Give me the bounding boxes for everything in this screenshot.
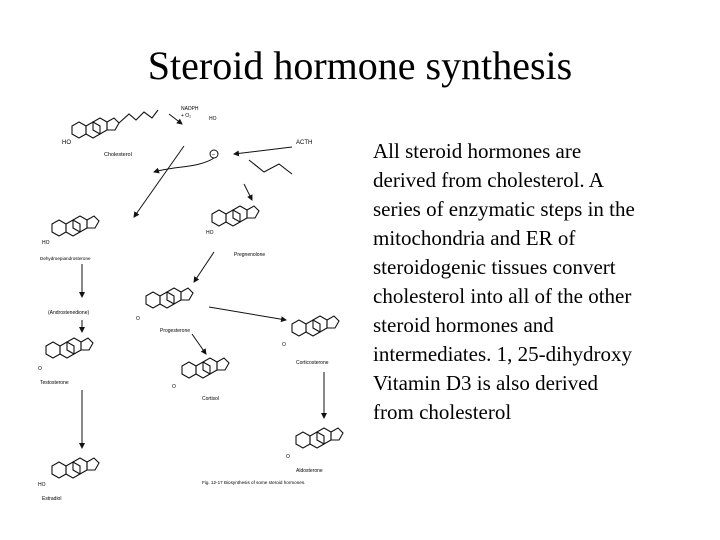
testosterone-label: Testosterone xyxy=(40,380,69,386)
cholesterol-label: Cholesterol xyxy=(104,152,132,158)
dhea-label: Dehydroepiandrosterone xyxy=(40,256,91,261)
corticosterone-label: Corticosterone xyxy=(296,360,329,366)
svg-text:O: O xyxy=(286,454,290,460)
body-line: intermediates. 1, 25-dihydroxy xyxy=(373,342,632,366)
svg-text:−: − xyxy=(211,152,216,159)
aldosterone-structure xyxy=(286,428,343,474)
corticosterone-structure xyxy=(282,316,339,366)
svg-text:O: O xyxy=(282,342,286,348)
acth-label: ACTH xyxy=(296,140,313,146)
dhea-structure xyxy=(40,216,99,261)
steroid-synthesis-diagram xyxy=(34,92,368,510)
estradiol-label: Estradiol xyxy=(42,496,62,502)
body-line: mitochondria and ER of xyxy=(373,226,576,250)
body-line: derived from cholesterol. A xyxy=(373,168,604,192)
svg-text:O: O xyxy=(38,366,42,372)
svg-text:HO: HO xyxy=(38,482,46,488)
pregnenolone-structure xyxy=(206,206,265,258)
o2-label: + O₂ xyxy=(181,113,192,119)
svg-text:O: O xyxy=(136,316,140,322)
progesterone-label: Progesterone xyxy=(160,328,191,334)
aldosterone-label: Aldosterone xyxy=(296,468,323,474)
body-line: from cholesterol xyxy=(373,400,512,424)
cortisol-label: Cortisol xyxy=(202,396,219,402)
body-line: series of enzymatic steps in the xyxy=(373,197,635,221)
pregnenolone-label: Pregnenolone xyxy=(234,252,266,258)
testosterone-structure xyxy=(38,338,93,386)
body-line: steroidogenic tissues convert xyxy=(373,255,616,279)
body-line: steroid hormones and xyxy=(373,313,554,337)
body-line: Vitamin D3 is also derived xyxy=(373,371,599,395)
cholesterol-structure xyxy=(62,110,158,158)
cortisol-structure xyxy=(172,358,229,402)
body-line: All steroid hormones are xyxy=(373,139,582,163)
slide-body-text xyxy=(373,137,703,427)
svg-text:HO: HO xyxy=(209,116,217,122)
androstenedione-label: (Androstenedione) xyxy=(48,310,90,316)
svg-text:HO: HO xyxy=(42,240,50,246)
body-line: cholesterol into all of the other xyxy=(373,284,632,308)
figure-caption: Fig. 12-17 Biosynthesis of some steroid hormones. xyxy=(202,480,306,485)
svg-text:HO: HO xyxy=(62,140,71,146)
estradiol-structure xyxy=(38,458,99,502)
svg-text:O: O xyxy=(172,384,176,390)
progesterone-structure xyxy=(136,288,193,334)
svg-text:HO: HO xyxy=(206,230,214,236)
nadph-label: NADPH xyxy=(181,106,199,112)
slide-title: Steroid hormone synthesis xyxy=(147,43,573,88)
